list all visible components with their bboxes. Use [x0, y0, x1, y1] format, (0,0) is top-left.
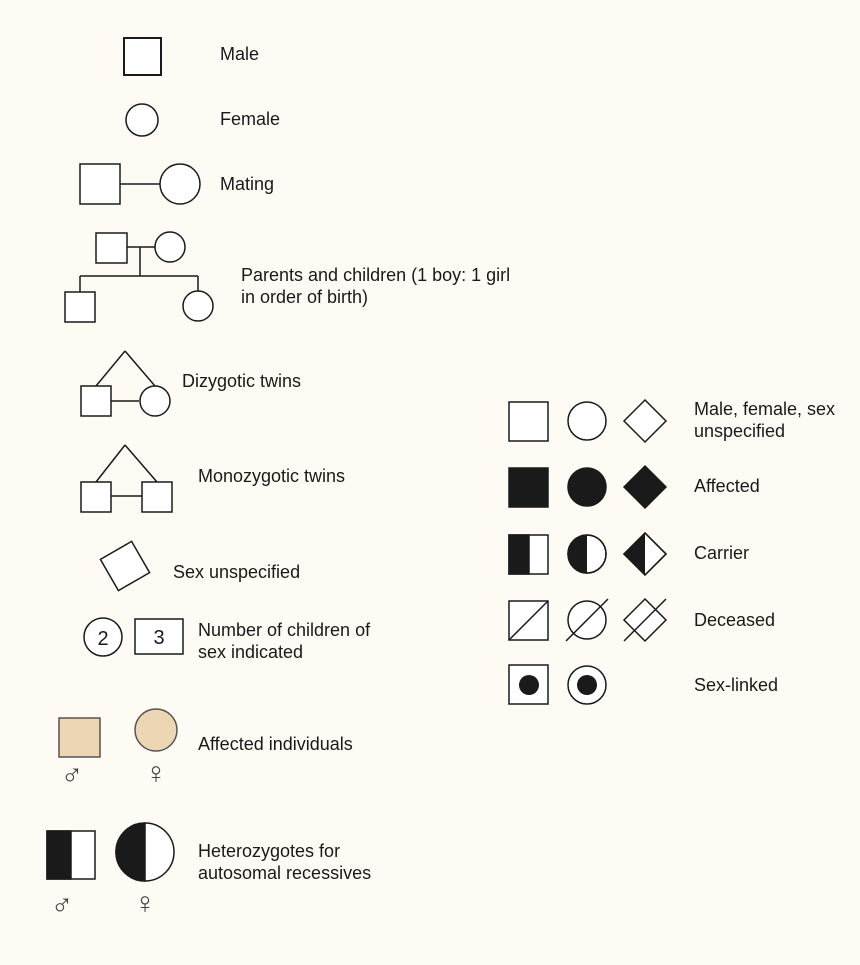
label-female: Female: [220, 109, 281, 129]
label-sex-linked: Sex-linked: [694, 675, 779, 695]
label-mating: Mating: [220, 174, 275, 194]
parents-and-children-symbol: [65, 232, 213, 322]
label-male-female-unspecified: Male, female, sex unspecified: [694, 399, 836, 441]
male-plain-square: [509, 402, 548, 441]
affected-filled-circle: [568, 468, 606, 506]
affected-male-square: [59, 718, 100, 757]
female-circle-symbol: [126, 104, 158, 136]
female-plain-circle: [568, 402, 606, 440]
count-male-text: 3: [153, 627, 165, 649]
sex-linked-circle: [568, 666, 606, 704]
sex-unspecified-diamond-symbol: [100, 541, 149, 590]
label-affected-individuals: Affected individuals: [198, 734, 353, 754]
affected-female-circle: [135, 709, 177, 751]
label-heterozygotes: Heterozygotes for autosomal recessives: [198, 841, 372, 883]
female-sign-icon: ♀: [133, 887, 157, 920]
sex-linked-square: [509, 665, 548, 704]
male-sign-icon: ♂: [50, 888, 74, 921]
deceased-square: [509, 601, 548, 640]
affected-filled-diamond: [624, 466, 666, 508]
label-male: Male: [220, 44, 260, 64]
count-female-text: 2: [97, 628, 109, 650]
label-dizygotic-twins: Dizygotic twins: [182, 371, 302, 391]
label-sex-unspecified: Sex unspecified: [173, 562, 301, 582]
carrier-half-circle: [568, 535, 606, 573]
mating-symbol: [80, 164, 200, 204]
male-square-symbol: [124, 38, 161, 75]
monozygotic-twins-symbol: [81, 445, 172, 512]
heterozygote-male-symbol: [47, 831, 95, 879]
male-sign-icon: ♂: [60, 758, 84, 791]
label-number-of-children: Number of children of sex indicated: [198, 620, 371, 662]
carrier-half-square: [509, 535, 548, 574]
affected-filled-square: [509, 468, 548, 507]
label-monozygotic-twins: Monozygotic twins: [198, 466, 346, 486]
heterozygote-female-symbol: [116, 823, 174, 881]
carrier-half-diamond: [624, 533, 666, 575]
label-deceased: Deceased: [694, 610, 776, 630]
unspecified-plain-diamond: [624, 400, 666, 442]
dizygotic-twins-symbol: [81, 351, 170, 416]
label-parents-children: Parents and children (1 boy: 1 girl in order of birth): [241, 265, 511, 307]
label-affected: Affected: [694, 476, 760, 496]
female-sign-icon: ♀: [144, 757, 168, 790]
label-carrier: Carrier: [694, 543, 750, 563]
deceased-diamond: [624, 599, 666, 641]
deceased-circle: [566, 599, 608, 641]
